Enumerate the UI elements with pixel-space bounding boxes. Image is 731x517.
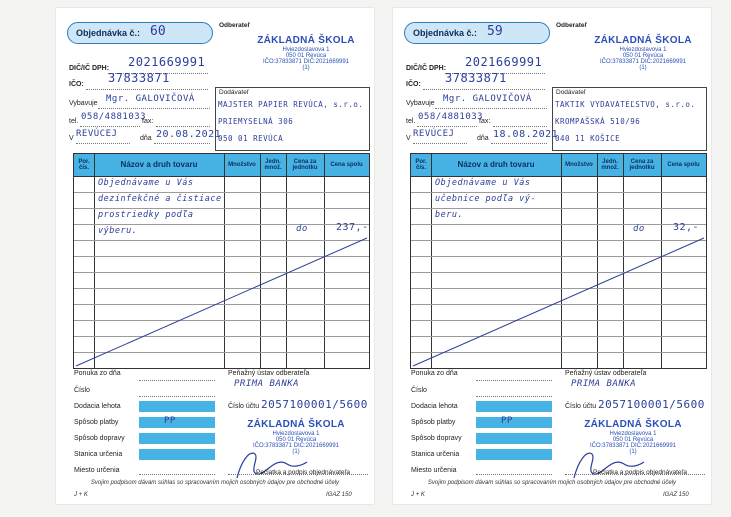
signature-label: Pečiatka a podpis objednávateľa [593,469,688,476]
issued-by-line [98,108,210,109]
stamp-name: ZÁKLADNÁ ŠKOLA [584,419,682,430]
col-header-total: Cena spolu [667,162,700,168]
ico-line [423,89,545,90]
col-header-unit-price: Cena za jednotku [292,159,318,171]
item-total: 32,- [673,222,700,233]
issued-by-value: Mgr. GALOVIČOVÁ [443,94,532,104]
ico-label: IČO: [406,81,421,88]
col-header-no: Por. čís. [415,159,427,171]
col-header-total: Cena spolu [330,162,363,168]
col-header-unit: Jedn. množ. [601,159,619,171]
supplier-box [552,87,707,151]
col-header-unit-price: Cena za jednotku [629,159,655,171]
shipping-label: Spôsob dopravy [74,435,125,442]
supplier-box [215,87,370,151]
destination-line [139,474,215,475]
col-header-no: Por. čís. [78,159,90,171]
col-header-unit: Jedn. množ. [264,159,282,171]
place-label: V [406,135,411,142]
ico-value: 37833871 [108,71,170,85]
supplier-line-3: 040 11 KOŠICE [555,134,621,143]
order-form [56,8,374,504]
stamp-street: Hviezdoslavova 1 [619,46,667,53]
igaz-mark: IGAZ 150 [663,492,689,498]
issued-by-value: Mgr. GALOVIČOVÁ [106,94,195,104]
place-value: REVÚCEJ [413,129,455,139]
fax-line [493,126,547,127]
item-do: do [296,224,308,234]
customer-label: Odberateľ [219,22,251,29]
issued-by-label: Vybavuje [69,100,98,107]
shipping-box [139,433,215,444]
stamp-city: 050 01 Revúca [612,436,654,443]
signature-label: Pečiatka a podpis objednávateľa [256,469,351,476]
supplier-label: Dodávateľ [556,89,586,96]
item-total: 237,- [336,222,369,233]
signature-scribble [568,444,648,482]
col-header-qty: Množstvo [565,162,593,168]
tel-line [80,126,140,127]
fax-line [156,126,210,127]
delivery-label: Dodacia lehota [74,403,121,410]
ico-value: 37833871 [445,71,507,85]
stamp-ids: IČO:37833871 DIČ:2021669991 [599,59,687,66]
date-value: 18.08.2021 [493,129,559,140]
station-label: Stanica určenia [411,451,460,458]
tel-label: tel. [406,118,416,125]
order-form [393,8,711,504]
stamp-ids: IČO:37833871 DIČ:2021669991 [252,443,340,450]
station-label: Stanica určenia [74,451,123,458]
stamp-name: ZÁKLADNÁ ŠKOLA [594,35,692,46]
stamp-city: 050 01 Revúca [275,436,317,443]
number-label: Číslo [74,387,90,394]
tel-value: 058/4881033 [418,112,484,122]
stamp-city: 050 01 Revúca [285,52,327,59]
stamp-street: Hviezdoslavova 1 [609,430,657,437]
account-label: Číslo účtu [565,403,597,410]
item-text-line-1: Objednávame u Vás [435,178,531,188]
payment-box [139,417,215,428]
date-value: 20.08.2021 [156,129,222,140]
order-number-value: 59 [487,24,503,39]
consent-note: Svojim podpisom dávam súhlas so spracovaním mojich osobných údajov pre obchodné účely [427,480,677,486]
number-line [139,396,215,397]
item-text-line-4: výberu. [98,226,138,236]
order-number-pill [404,22,550,44]
signature-scribble [231,444,311,482]
items-table [410,153,707,369]
place-value: REVÚCEJ [76,129,118,139]
item-text-line-3: beru. [435,210,464,220]
number-label: Číslo [411,387,427,394]
bank-value: PRIMA BANKA [234,379,300,389]
fax-label: fax: [142,118,154,125]
place-line [76,143,130,144]
stamp-street: Hviezdoslavova 1 [272,430,320,437]
station-box [476,449,552,460]
payment-value: PP [164,416,176,426]
col-header-qty: Množstvo [228,162,256,168]
stamp-name: ZÁKLADNÁ ŠKOLA [257,35,355,46]
date-line [154,143,210,144]
offer-line [476,380,552,381]
offer-label: Ponuka zo dňa [74,370,121,377]
col-header-name: Názov a druh tovaru [457,160,535,169]
tel-label: tel. [69,118,79,125]
bank-label: Peňažný ústav odberateľa [565,370,647,377]
bank-label: Peňažný ústav odberateľa [228,370,310,377]
item-text-line-3: prostriedky podľa [98,210,194,220]
offer-label: Ponuka zo dňa [411,370,458,377]
order-number-value: 60 [150,24,166,39]
account-value: 2057100001/5600 [261,398,368,411]
shipping-label: Spôsob dopravy [411,435,462,442]
order-number-label: Objednávka č.: [76,28,141,38]
order-number-pill [67,22,213,44]
consent-note: Svojim podpisom dávam súhlas so spracovaním mojich osobných údajov pre obchodné účely [90,480,340,486]
issued-by-line [435,108,547,109]
stamp-ids: IČO:37833871 DIČ:2021669991 [262,59,350,66]
tel-line [417,126,477,127]
bank-value: PRIMA BANKA [571,379,637,389]
stamp-mark: (1) [639,65,647,72]
date-label: dňa [477,135,489,142]
destination-line [476,474,552,475]
customer-stamp [583,36,703,72]
stamp-mark: (1) [629,449,637,456]
date-line [491,143,547,144]
ico-label: IČO: [69,81,84,88]
jk-mark: J + K [74,492,88,498]
place-line [413,143,467,144]
items-table [73,153,370,369]
fax-label: fax: [479,118,491,125]
destination-label: Miesto určenia [411,467,457,474]
payment-label: Spôsob platby [74,419,119,426]
igaz-mark: IGAZ 150 [326,492,352,498]
item-text-line-1: Objednávame u Vás [98,178,194,188]
dic-label: DIČ/IČ DPH: [406,65,447,72]
supplier-label: Dodávateľ [219,89,249,96]
dic-value: 2021669991 [128,55,206,69]
issued-by-label: Vybavuje [406,100,435,107]
shipping-box [476,433,552,444]
stamp-mark: (1) [292,449,300,456]
date-label: dňa [140,135,152,142]
stamp-ids: IČO:37833871 DIČ:2021669991 [589,443,677,450]
item-text-line-2: učebnice podľa vý- [435,194,537,204]
account-value: 2057100001/5600 [598,398,705,411]
destination-label: Miesto určenia [74,467,120,474]
supplier-line-2: KROMPAŠSKÁ 510/96 [555,117,641,126]
payment-label: Spôsob platby [411,419,456,426]
offer-line [139,380,215,381]
account-label: Číslo účtu [228,403,260,410]
payment-box [476,417,552,428]
supplier-line-1: MAJSTER PAPIER REVÚCA, s.r.o. [218,100,364,109]
ico-line [86,89,208,90]
delivery-label: Dodacia lehota [411,403,458,410]
supplier-line-3: 050 01 REVÚCA [218,134,284,143]
stamp-mark: (1) [302,65,310,72]
supplier-line-1: TAKTIK VYDAVATEĽSTVO, s.r.o. [555,100,696,109]
item-do: do [633,224,645,234]
stamp-street: Hviezdoslavova 1 [282,46,330,53]
station-box [139,449,215,460]
customer-label: Odberateľ [556,22,588,29]
dic-label: DIČ/IČ DPH: [69,65,110,72]
item-text-line-2: dezinfekčné a čistiace [98,194,222,204]
dic-value: 2021669991 [465,55,543,69]
stamp-name: ZÁKLADNÁ ŠKOLA [247,419,345,430]
col-header-name: Názov a druh tovaru [120,160,198,169]
customer-stamp [246,36,366,72]
delivery-box [139,401,215,412]
place-label: V [69,135,74,142]
jk-mark: J + K [411,492,425,498]
delivery-box [476,401,552,412]
payment-value: PP [501,416,513,426]
tel-value: 058/4881033 [81,112,147,122]
supplier-line-2: PRIEMYSELNÁ 306 [218,117,294,126]
stamp-city: 050 01 Revúca [622,52,664,59]
order-number-label: Objednávka č.: [413,28,478,38]
number-line [476,396,552,397]
